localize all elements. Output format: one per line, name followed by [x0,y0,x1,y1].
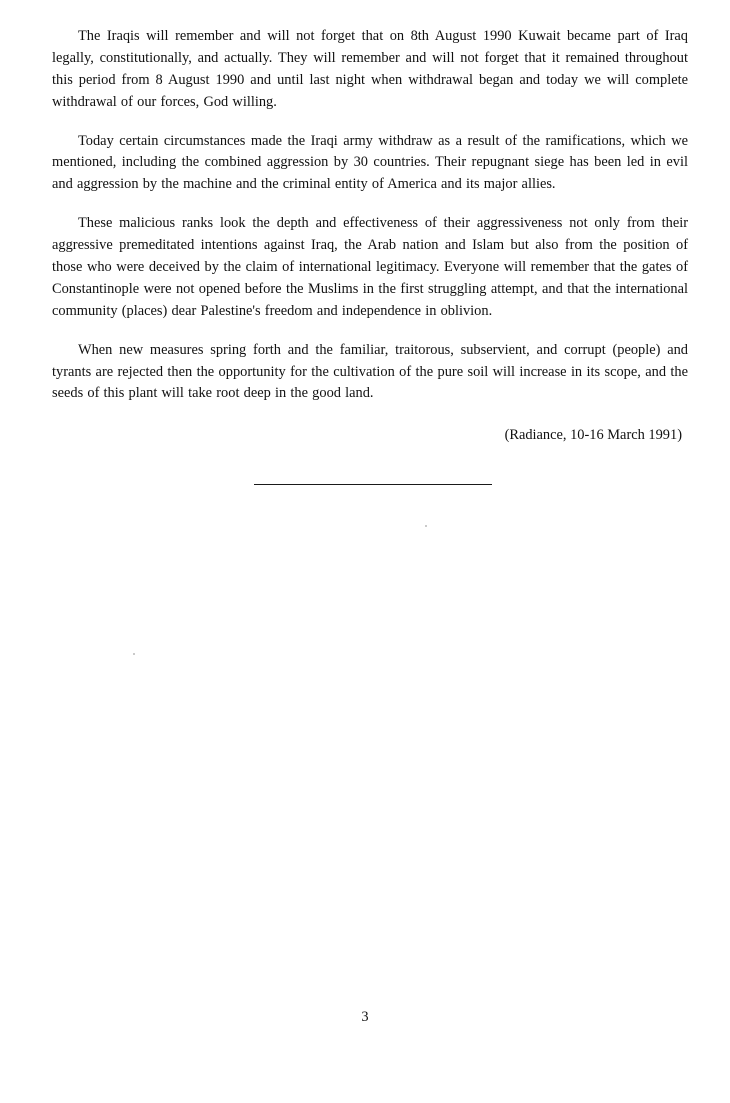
page-number: 3 [361,1009,369,1025]
paragraph-4: When new measures spring forth and the familiar, traitorous, subservient, and corrupt (people) and tyrants are rejected then the opportunity for the cultivation of the pure soil will increase in its scope, and the seeds of this plant will take root deep in the good land. [52,341,688,402]
scan-speck [133,653,135,655]
paragraph-2: Today certain circumstances made the Iraqi army withdraw as a result of the ramifications, which we mentioned, including the combined aggression by 30 countries. Their repugnant siege has been led in evil and aggression by the machine and the criminal entity of America and its major allies. [52,132,688,193]
paragraph-3: These malicious ranks look the depth and effectiveness of their aggressiveness not only from their aggressive premeditated intentions against Iraq, the Arab nation and Islam but also from the position of those who were deceived by the claim of international legitimacy. Everyone will remember that the gates of Constantinople were not opened before the Muslims in the first struggling attempt, and that the international community (places) dear Palestine's freedom and independence in oblivion. [52,215,688,319]
paragraph-1: The Iraqis will remember and will not forget that on 8th August 1990 Kuwait became part of Iraq legally, constitutionally, and actually. They will remember and will not forget that it remained throughout this period from 8 August 1990 and until last night when withdrawal began and today we will complete withdrawal of our forces, God willing. [52,28,688,110]
source-attribution: (Radiance, 10-16 March 1991) [504,427,682,443]
scan-speck [425,525,427,527]
horizontal-divider [254,484,492,485]
body-text [52,26,688,405]
